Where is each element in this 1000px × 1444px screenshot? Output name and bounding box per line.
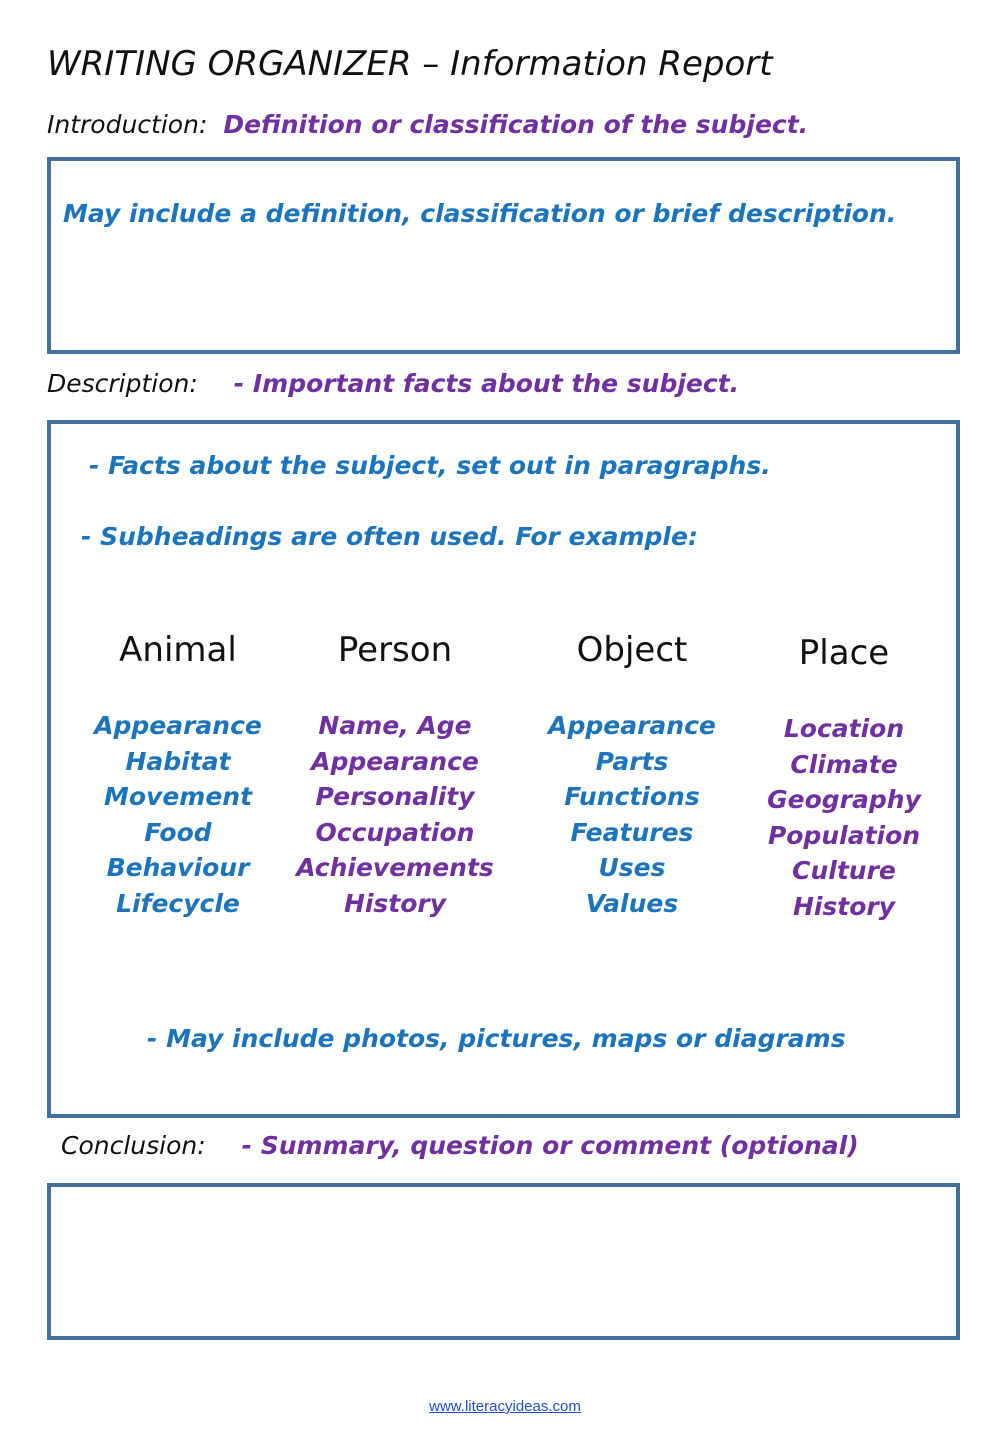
column-animal: [58, 630, 298, 921]
footer: [0, 1396, 1000, 1415]
list-item: Habitat: [125, 746, 231, 776]
description-subheadings-line: - Subheadings are often used. For example:: [81, 522, 698, 551]
introduction-box-text: May include a definition, classification or brief description.: [63, 199, 897, 228]
description-media-line: - May include photos, pictures, maps or diagrams: [147, 1024, 846, 1053]
list-item: Geography: [767, 785, 921, 814]
list-item: Achievements: [296, 853, 494, 882]
introduction-label: Introduction:: [47, 110, 208, 139]
column-list-object: [512, 708, 752, 921]
list-item: Parts: [595, 746, 669, 776]
list-item: Culture: [792, 856, 896, 885]
column-heading-animal: Animal: [119, 630, 237, 670]
list-item: Climate: [790, 749, 898, 779]
column-object: [512, 630, 752, 921]
conclusion-hint: - Summary, question or comment (optional): [241, 1131, 859, 1160]
introduction-box: [47, 157, 960, 354]
list-item: History: [343, 888, 447, 918]
list-item: Appearance: [94, 711, 262, 740]
description-heading: [47, 369, 739, 398]
column-list-animal: [58, 708, 298, 921]
description-label: Description:: [47, 369, 198, 398]
list-item: Lifecycle: [116, 888, 240, 918]
list-item: Values: [585, 888, 679, 918]
description-hint: - Important facts about the subject.: [233, 369, 740, 398]
description-facts-line: - Facts about the subject, set out in paragraphs.: [89, 451, 771, 480]
column-list-person: [275, 708, 515, 921]
column-person: [275, 630, 515, 921]
column-heading-person: Person: [337, 630, 453, 670]
column-heading-object: Object: [576, 630, 688, 670]
list-item: Name, Age: [318, 711, 472, 740]
conclusion-box: [47, 1183, 960, 1340]
list-item: Functions: [564, 782, 700, 811]
list-item: Uses: [598, 853, 666, 882]
list-item: Behaviour: [106, 853, 250, 882]
introduction-heading: [47, 110, 808, 139]
conclusion-label: Conclusion:: [61, 1131, 206, 1160]
list-item: Occupation: [315, 817, 475, 847]
introduction-hint: Definition or classification of the subject.: [223, 110, 809, 139]
list-item: Appearance: [311, 746, 479, 776]
list-item: Population: [767, 820, 921, 850]
list-item: Movement: [103, 782, 253, 811]
list-item: Personality: [315, 782, 475, 811]
list-item: Location: [783, 714, 905, 743]
list-item: History: [792, 891, 896, 921]
list-item: Appearance: [548, 711, 716, 740]
column-place: [724, 633, 964, 924]
description-box: [47, 420, 960, 1118]
column-list-place: [724, 711, 964, 924]
list-item: Food: [144, 817, 212, 847]
page-title: WRITING ORGANIZER – Information Report: [47, 44, 773, 84]
website-link[interactable]: www.literacyideas.com: [429, 1398, 581, 1415]
list-item: Features: [570, 817, 694, 847]
conclusion-heading: [61, 1131, 859, 1160]
column-heading-place: Place: [798, 633, 890, 673]
